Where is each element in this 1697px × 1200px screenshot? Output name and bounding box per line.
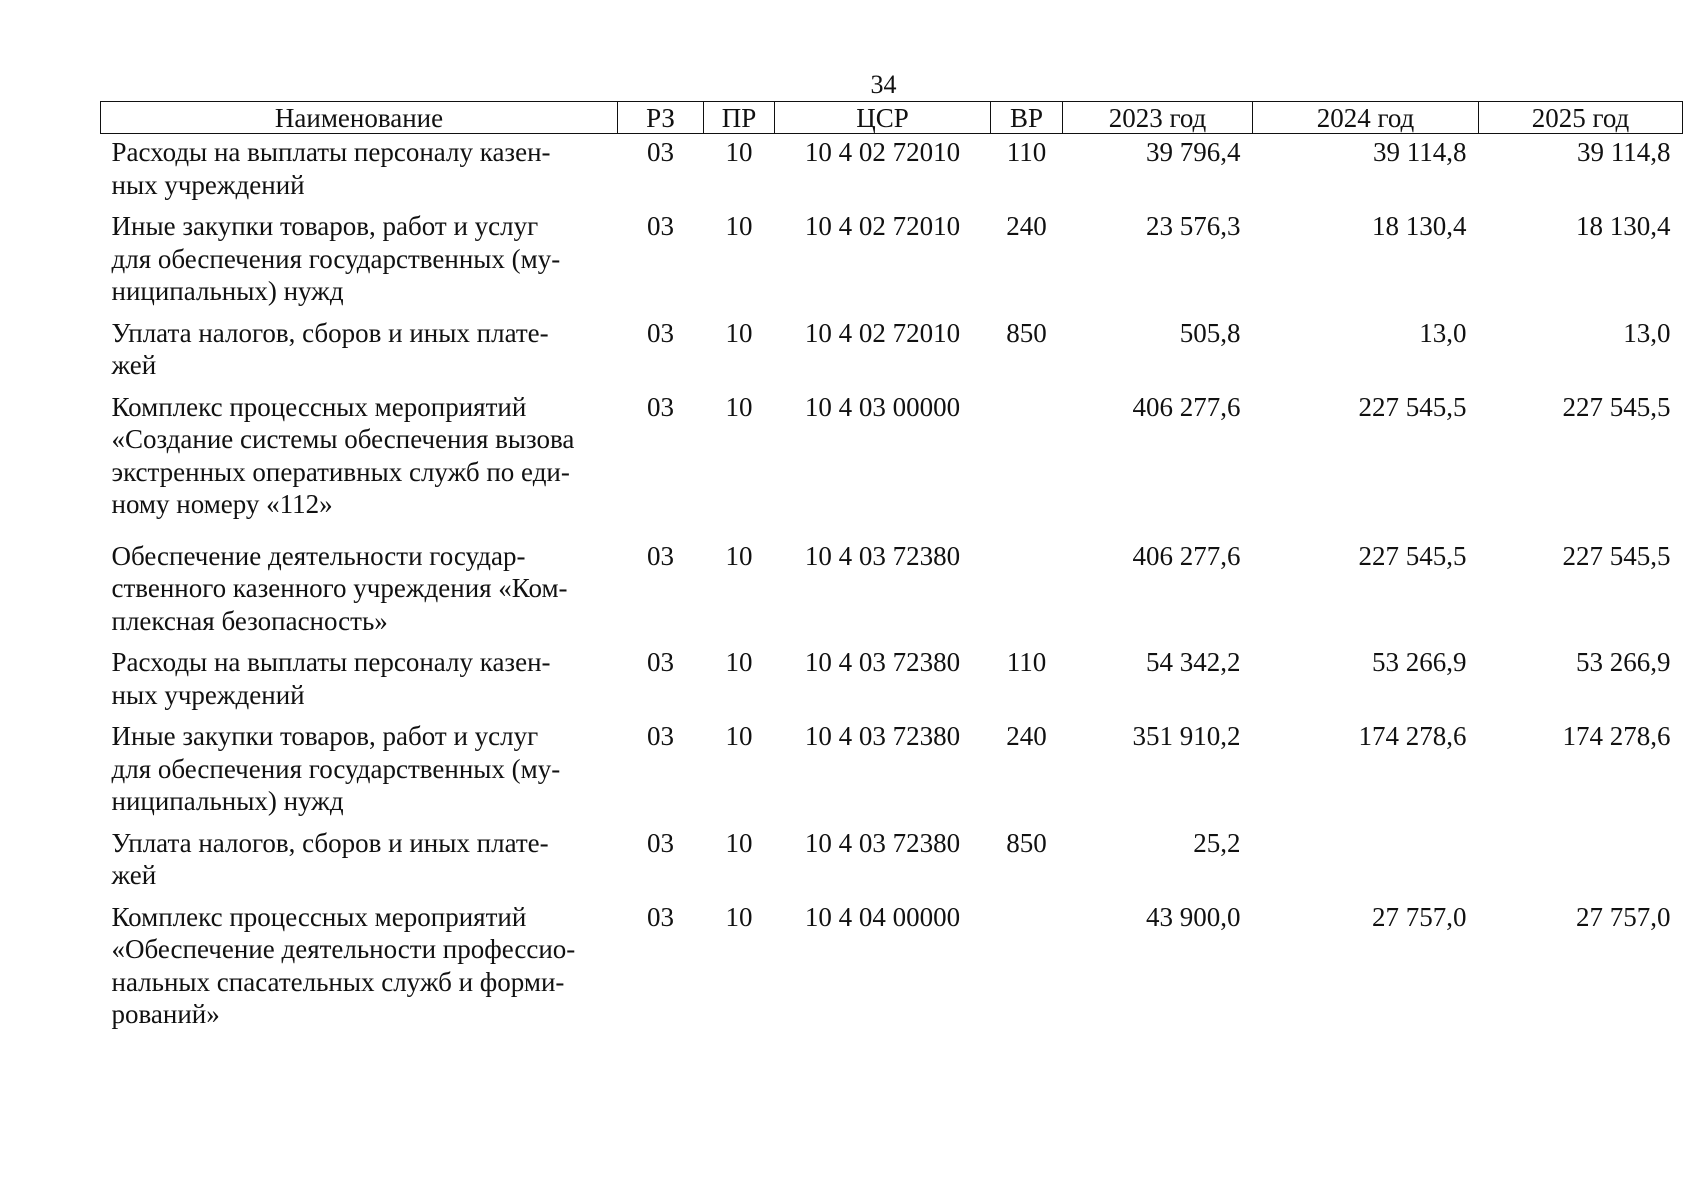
cell-2024 [1253, 818, 1479, 892]
cell-rz: 03 [647, 317, 674, 348]
cell-name-line: плексная безопасность» [111, 605, 388, 636]
cell-2024: 13,0 [1419, 317, 1467, 348]
cell-vr: 850 [1006, 317, 1047, 348]
cell-name-line: «Создание системы обеспечения вызова [111, 424, 575, 454]
table-row [101, 134, 1683, 202]
cell-2024: 227 545,5 [1358, 540, 1467, 571]
cell-2023: 23 576,3 [1146, 211, 1241, 241]
cell-pr: 10 [725, 211, 753, 241]
cell-2024: 53 266,9 [1372, 647, 1467, 677]
cell-2023: 505,8 [1179, 317, 1241, 348]
cell-name-line: «Обеспечение деятельности профессио- [111, 934, 576, 964]
cell-csr: 10 4 03 72380 [804, 540, 961, 571]
header-name: Наименование [101, 102, 618, 134]
cell-name-line: рований» [111, 999, 220, 1029]
cell-name-line: нальных спасательных служб и форми- [111, 966, 565, 997]
cell-name-line: ственного казенного учреждения «Ком- [111, 573, 568, 603]
header-csr: ЦСР [775, 102, 991, 134]
cell-rz: 03 [647, 391, 674, 422]
cell-name [101, 308, 618, 382]
table-row [101, 201, 1683, 308]
cell-vr: 110 [1006, 137, 1047, 167]
cell-2024: 174 278,6 [1358, 721, 1467, 751]
table-row [101, 521, 1683, 638]
header-2023: 2023 год [1063, 102, 1253, 134]
cell-2023: 351 910,2 [1132, 721, 1241, 751]
cell-name-line: для обеспечения государственных (му- [111, 243, 561, 274]
cell-pr: 10 [725, 721, 753, 751]
header-rz: РЗ [618, 102, 704, 134]
cell-vr: 240 [1006, 211, 1047, 241]
cell-csr: 10 4 03 00000 [804, 391, 961, 422]
cell-name-line: жей [111, 350, 157, 380]
cell-vr [991, 892, 1063, 1031]
cell-pr: 10 [725, 317, 753, 348]
cell-csr: 10 4 03 72380 [804, 827, 961, 858]
cell-name [101, 892, 618, 1031]
cell-pr: 10 [725, 137, 753, 167]
cell-pr: 10 [725, 901, 753, 932]
cell-2025: 27 757,0 [1576, 901, 1671, 932]
cell-pr: 10 [725, 540, 753, 571]
cell-csr: 10 4 02 72010 [804, 211, 961, 241]
cell-2025: 227 545,5 [1562, 540, 1671, 571]
cell-csr: 10 4 03 72380 [804, 721, 961, 751]
cell-csr: 10 4 04 00000 [804, 901, 961, 932]
cell-2024: 27 757,0 [1372, 901, 1467, 932]
cell-vr: 240 [1006, 721, 1047, 751]
cell-rz: 03 [647, 827, 674, 858]
cell-2025: 174 278,6 [1562, 721, 1671, 751]
cell-2025: 53 266,9 [1576, 647, 1671, 677]
cell-2023: 39 796,4 [1146, 137, 1241, 167]
page-number: 34 [870, 70, 897, 99]
cell-rz: 03 [647, 540, 674, 571]
cell-vr [991, 382, 1063, 521]
cell-name-line: ных учреждений [111, 679, 305, 710]
cell-2023: 406 277,6 [1132, 391, 1241, 422]
cell-name-line: Иные закупки товаров, работ и услуг [111, 721, 539, 751]
header-2024: 2024 год [1253, 102, 1479, 134]
cell-name-line: Расходы на выплаты персоналу казен- [111, 647, 551, 677]
cell-2025 [1479, 818, 1683, 892]
cell-name-line: ниципальных) нужд [111, 276, 344, 306]
cell-rz: 03 [647, 211, 674, 241]
table-row [101, 382, 1683, 521]
cell-vr: 850 [1006, 827, 1047, 858]
cell-2025: 18 130,4 [1576, 211, 1671, 241]
table-row [101, 308, 1683, 382]
table-body [101, 134, 1683, 1031]
cell-vr: 110 [1006, 647, 1047, 677]
cell-name-line: Расходы на выплаты персоналу казен- [111, 137, 551, 167]
cell-2024: 18 130,4 [1372, 211, 1467, 241]
cell-name-line: Иные закупки товаров, работ и услуг [111, 211, 539, 241]
cell-name-line: ниципальных) нужд [111, 786, 344, 816]
cell-pr: 10 [725, 647, 753, 677]
header-vr: ВР [991, 102, 1063, 134]
cell-2023: 25,2 [1193, 827, 1241, 858]
cell-2025: 39 114,8 [1577, 137, 1671, 167]
cell-name [101, 637, 618, 711]
cell-name-line: экстренных оперативных служб по еди- [111, 456, 570, 487]
cell-csr: 10 4 02 72010 [804, 137, 961, 167]
cell-name [101, 818, 618, 892]
cell-2024: 39 114,8 [1373, 137, 1467, 167]
table-header-row [101, 102, 1683, 134]
cell-2025: 13,0 [1623, 317, 1671, 348]
cell-pr: 10 [725, 391, 753, 422]
cell-rz: 03 [647, 721, 674, 751]
cell-vr [991, 521, 1063, 638]
cell-name-line: Обеспечение деятельности государ- [111, 540, 526, 571]
header-2025: 2025 год [1479, 102, 1683, 134]
cell-name [101, 201, 618, 308]
cell-rz: 03 [647, 647, 674, 677]
cell-name [101, 521, 618, 638]
cell-name [101, 134, 618, 202]
cell-2023: 43 900,0 [1146, 901, 1241, 932]
cell-rz: 03 [647, 137, 674, 167]
cell-name-line: Комплекс процессных мероприятий [111, 391, 527, 422]
cell-2025: 227 545,5 [1562, 391, 1671, 422]
table-row [101, 637, 1683, 711]
cell-name-line: жей [111, 860, 157, 890]
table-row [101, 711, 1683, 818]
cell-name-line: Уплата налогов, сборов и иных плате- [111, 317, 549, 348]
cell-2024: 227 545,5 [1358, 391, 1467, 422]
cell-name-line: для обеспечения государственных (му- [111, 753, 561, 784]
cell-name [101, 382, 618, 521]
cell-csr: 10 4 03 72380 [804, 647, 961, 677]
cell-rz: 03 [647, 901, 674, 932]
table-row [101, 818, 1683, 892]
cell-name-line: ному номеру «112» [111, 489, 333, 519]
budget-table [100, 101, 1683, 1031]
cell-2023: 54 342,2 [1146, 647, 1241, 677]
header-pr: ПР [704, 102, 775, 134]
cell-csr: 10 4 02 72010 [804, 317, 961, 348]
cell-name-line: ных учреждений [111, 169, 305, 200]
cell-name-line: Комплекс процессных мероприятий [111, 901, 527, 932]
cell-name-line: Уплата налогов, сборов и иных плате- [111, 827, 549, 858]
cell-2023: 406 277,6 [1132, 540, 1241, 571]
cell-pr: 10 [725, 827, 753, 858]
table-row [101, 892, 1683, 1031]
cell-name [101, 711, 618, 818]
